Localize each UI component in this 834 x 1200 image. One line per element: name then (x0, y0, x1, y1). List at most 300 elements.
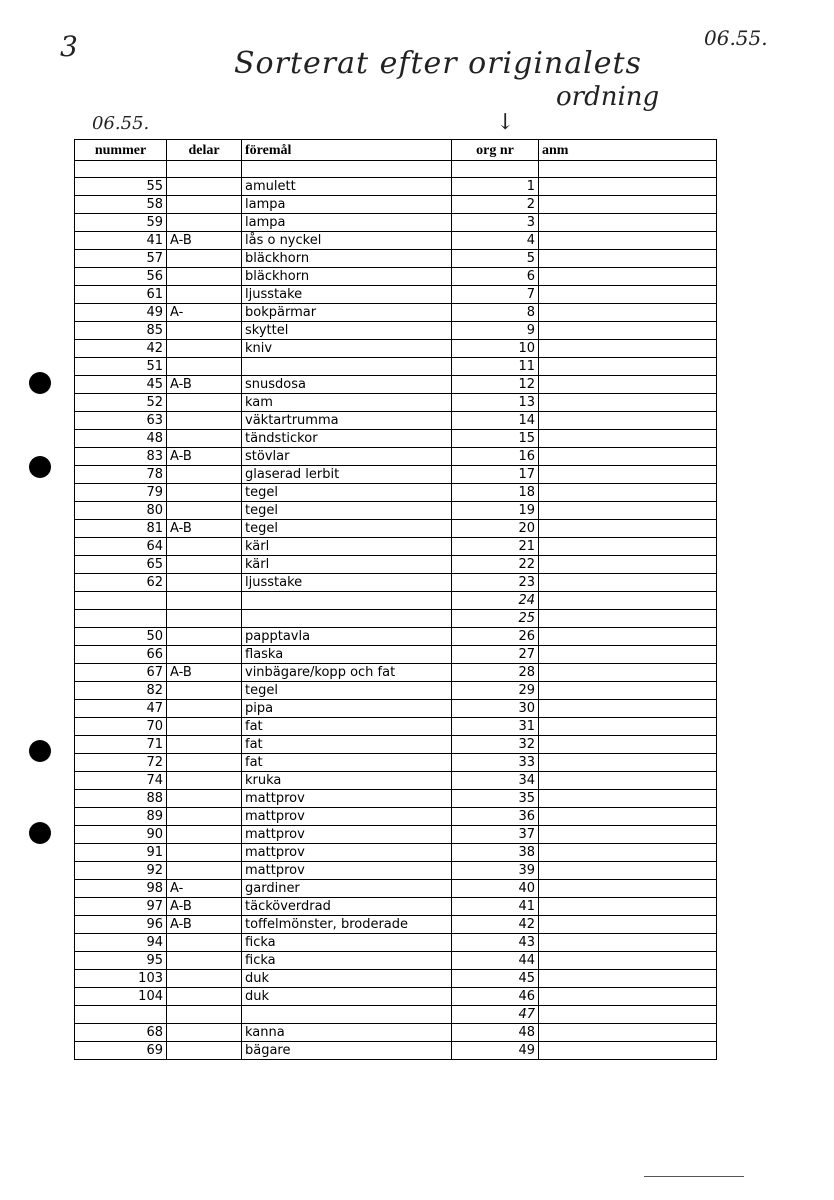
table-row (75, 340, 717, 358)
cell-org-nr: 39 (452, 862, 539, 880)
cell-foremal: stövlar (242, 448, 452, 466)
cell-anm (539, 610, 717, 628)
cell-nummer: 96 (75, 916, 167, 934)
table-row (75, 430, 717, 448)
cell-anm (539, 304, 717, 322)
cell-delar (167, 178, 242, 196)
cell-nummer: 89 (75, 808, 167, 826)
cell-foremal: fat (242, 736, 452, 754)
cell-foremal: kärl (242, 538, 452, 556)
cell-foremal: tegel (242, 682, 452, 700)
table-row (75, 304, 717, 322)
table-row (75, 790, 717, 808)
handwritten-page-number: 3 (60, 30, 78, 63)
cell-anm (539, 718, 717, 736)
cell-anm (539, 574, 717, 592)
cell-nummer: 42 (75, 340, 167, 358)
cell-nummer: 49 (75, 304, 167, 322)
cell-foremal: mattprov (242, 844, 452, 862)
cell-foremal: mattprov (242, 862, 452, 880)
cell-delar (167, 970, 242, 988)
cell-anm (539, 844, 717, 862)
cell-delar (167, 340, 242, 358)
cell-org-nr: 9 (452, 322, 539, 340)
cell-delar: A- (167, 880, 242, 898)
table-row (75, 1042, 717, 1060)
cell-foremal: gardiner (242, 880, 452, 898)
cell-delar (167, 574, 242, 592)
table-row (75, 844, 717, 862)
table-row (75, 646, 717, 664)
cell-delar (167, 844, 242, 862)
cell-nummer: 65 (75, 556, 167, 574)
header-delar: delar (167, 140, 242, 161)
cell-nummer: 48 (75, 430, 167, 448)
cell-foremal: tegel (242, 484, 452, 502)
cell-delar (167, 754, 242, 772)
cell-nummer (75, 161, 167, 178)
cell-delar (167, 538, 242, 556)
cell-foremal: kruka (242, 772, 452, 790)
cell-nummer: 104 (75, 988, 167, 1006)
cell-nummer: 55 (75, 178, 167, 196)
table-row (75, 214, 717, 232)
cell-delar (167, 196, 242, 214)
cell-nummer: 90 (75, 826, 167, 844)
cell-org-nr: 47 (452, 1006, 539, 1024)
cell-delar (167, 808, 242, 826)
cell-delar (167, 826, 242, 844)
table-row (75, 358, 717, 376)
cell-anm (539, 1042, 717, 1060)
cell-org-nr: 44 (452, 952, 539, 970)
cell-anm (539, 862, 717, 880)
cell-foremal: kniv (242, 340, 452, 358)
cell-anm (539, 934, 717, 952)
cell-org-nr: 14 (452, 412, 539, 430)
cell-foremal: kanna (242, 1024, 452, 1042)
cell-anm (539, 664, 717, 682)
cell-foremal: glaserad lerbit (242, 466, 452, 484)
cell-anm (539, 232, 717, 250)
cell-anm (539, 520, 717, 538)
cell-org-nr (452, 161, 539, 178)
down-arrow-icon: ↓ (496, 110, 515, 135)
table-row (75, 736, 717, 754)
cell-delar (167, 1006, 242, 1024)
table-row (75, 610, 717, 628)
cell-nummer (75, 610, 167, 628)
cell-nummer: 80 (75, 502, 167, 520)
table-row (75, 682, 717, 700)
cell-org-nr: 4 (452, 232, 539, 250)
cell-nummer: 78 (75, 466, 167, 484)
cell-anm (539, 682, 717, 700)
cell-org-nr: 38 (452, 844, 539, 862)
cell-delar (167, 286, 242, 304)
table-row (75, 826, 717, 844)
cell-nummer: 50 (75, 628, 167, 646)
cell-anm (539, 754, 717, 772)
cell-delar: A-B (167, 232, 242, 250)
table-row (75, 970, 717, 988)
table-row (75, 538, 717, 556)
cell-anm (539, 628, 717, 646)
cell-org-nr: 21 (452, 538, 539, 556)
cell-anm (539, 538, 717, 556)
cell-org-nr: 20 (452, 520, 539, 538)
table-row (75, 232, 717, 250)
cell-org-nr: 19 (452, 502, 539, 520)
cell-org-nr: 45 (452, 970, 539, 988)
cell-org-nr: 27 (452, 646, 539, 664)
cell-nummer: 69 (75, 1042, 167, 1060)
cell-delar (167, 556, 242, 574)
cell-foremal: tändstickor (242, 430, 452, 448)
table-row (75, 718, 717, 736)
table-row (75, 754, 717, 772)
cell-foremal: bokpärmar (242, 304, 452, 322)
cell-org-nr: 32 (452, 736, 539, 754)
table-row (75, 862, 717, 880)
cell-nummer: 63 (75, 412, 167, 430)
cell-anm (539, 448, 717, 466)
cell-foremal: papptavla (242, 628, 452, 646)
cell-foremal: lampa (242, 196, 452, 214)
cell-delar (167, 682, 242, 700)
handwritten-date-left: 06.55. (92, 113, 150, 134)
cell-delar (167, 250, 242, 268)
cell-org-nr: 37 (452, 826, 539, 844)
punch-hole-icon (29, 822, 51, 844)
cell-delar (167, 772, 242, 790)
table-row (75, 808, 717, 826)
cell-anm (539, 880, 717, 898)
cell-delar: A-B (167, 520, 242, 538)
cell-foremal: duk (242, 970, 452, 988)
cell-foremal: ficka (242, 934, 452, 952)
cell-org-nr: 35 (452, 790, 539, 808)
cell-foremal: bläckhorn (242, 250, 452, 268)
cell-foremal: skyttel (242, 322, 452, 340)
cell-org-nr: 41 (452, 898, 539, 916)
cell-delar (167, 700, 242, 718)
cell-anm (539, 250, 717, 268)
table-row (75, 250, 717, 268)
cell-anm (539, 376, 717, 394)
cell-delar (167, 862, 242, 880)
table-row (75, 916, 717, 934)
cell-org-nr: 42 (452, 916, 539, 934)
cell-foremal (242, 610, 452, 628)
cell-anm (539, 412, 717, 430)
handwritten-title-line2: ordning (556, 82, 660, 112)
cell-delar (167, 161, 242, 178)
table-row (75, 880, 717, 898)
cell-nummer: 72 (75, 754, 167, 772)
cell-nummer: 83 (75, 448, 167, 466)
cell-nummer: 61 (75, 286, 167, 304)
table-row (75, 592, 717, 610)
cell-org-nr: 13 (452, 394, 539, 412)
table-row (75, 772, 717, 790)
table-row (75, 700, 717, 718)
cell-nummer: 52 (75, 394, 167, 412)
cell-org-nr: 30 (452, 700, 539, 718)
cell-org-nr: 17 (452, 466, 539, 484)
cell-anm (539, 322, 717, 340)
cell-delar (167, 484, 242, 502)
header-foremal: föremål (242, 140, 452, 161)
cell-foremal: snusdosa (242, 376, 452, 394)
cell-foremal: amulett (242, 178, 452, 196)
cell-foremal: flaska (242, 646, 452, 664)
cell-delar (167, 466, 242, 484)
cell-delar: A-B (167, 898, 242, 916)
cell-org-nr: 26 (452, 628, 539, 646)
table-row (75, 286, 717, 304)
cell-org-nr: 16 (452, 448, 539, 466)
cell-org-nr: 18 (452, 484, 539, 502)
cell-delar (167, 430, 242, 448)
cell-delar (167, 790, 242, 808)
cell-nummer: 57 (75, 250, 167, 268)
punch-hole-icon (29, 740, 51, 762)
cell-delar (167, 628, 242, 646)
cell-foremal (242, 592, 452, 610)
table-row (75, 196, 717, 214)
cell-org-nr: 10 (452, 340, 539, 358)
cell-delar: A-B (167, 448, 242, 466)
cell-anm (539, 646, 717, 664)
header-nummer: nummer (75, 140, 167, 161)
table-row (75, 1024, 717, 1042)
cell-foremal: ljusstake (242, 286, 452, 304)
table-row (75, 664, 717, 682)
cell-nummer: 41 (75, 232, 167, 250)
cell-anm (539, 952, 717, 970)
cell-nummer: 94 (75, 934, 167, 952)
table-row (75, 484, 717, 502)
cell-anm (539, 340, 717, 358)
cell-anm (539, 970, 717, 988)
cell-org-nr: 22 (452, 556, 539, 574)
cell-foremal (242, 161, 452, 178)
cell-anm (539, 466, 717, 484)
cell-foremal: bläckhorn (242, 268, 452, 286)
table-row (75, 448, 717, 466)
table-row (75, 502, 717, 520)
cell-anm (539, 196, 717, 214)
cell-delar (167, 268, 242, 286)
cell-nummer: 81 (75, 520, 167, 538)
cell-org-nr: 11 (452, 358, 539, 376)
cell-nummer: 88 (75, 790, 167, 808)
table-row (75, 556, 717, 574)
cell-anm (539, 988, 717, 1006)
cell-org-nr: 46 (452, 988, 539, 1006)
cell-nummer: 98 (75, 880, 167, 898)
cell-foremal: fat (242, 754, 452, 772)
cell-anm (539, 808, 717, 826)
cell-nummer: 97 (75, 898, 167, 916)
cell-anm (539, 1024, 717, 1042)
cell-org-nr: 24 (452, 592, 539, 610)
cell-nummer (75, 592, 167, 610)
cell-nummer: 71 (75, 736, 167, 754)
cell-delar (167, 610, 242, 628)
cell-foremal: vinbägare/kopp och fat (242, 664, 452, 682)
cell-foremal (242, 1006, 452, 1024)
cell-org-nr: 49 (452, 1042, 539, 1060)
cell-anm (539, 178, 717, 196)
cell-foremal: lampa (242, 214, 452, 232)
cell-foremal: ficka (242, 952, 452, 970)
cell-anm (539, 484, 717, 502)
cell-foremal: täcköverdrad (242, 898, 452, 916)
cell-org-nr: 40 (452, 880, 539, 898)
cell-anm (539, 358, 717, 376)
cell-delar (167, 1024, 242, 1042)
cell-nummer: 64 (75, 538, 167, 556)
table-row (75, 178, 717, 196)
cell-foremal: tegel (242, 502, 452, 520)
table-row (75, 574, 717, 592)
cell-delar (167, 952, 242, 970)
cell-nummer: 74 (75, 772, 167, 790)
cell-foremal: mattprov (242, 808, 452, 826)
cell-org-nr: 29 (452, 682, 539, 700)
cell-org-nr: 31 (452, 718, 539, 736)
cell-nummer: 67 (75, 664, 167, 682)
cell-delar: A- (167, 304, 242, 322)
cell-delar: A-B (167, 916, 242, 934)
cell-nummer: 85 (75, 322, 167, 340)
cell-org-nr: 3 (452, 214, 539, 232)
cell-foremal: toffelmönster, broderade (242, 916, 452, 934)
cell-delar (167, 412, 242, 430)
handwritten-date-top: 06.55. (704, 26, 768, 50)
handwritten-title-line1: Sorterat efter originalets (234, 46, 642, 81)
cell-org-nr: 12 (452, 376, 539, 394)
table-row (75, 934, 717, 952)
cell-org-nr: 25 (452, 610, 539, 628)
table-row (75, 412, 717, 430)
cell-org-nr: 23 (452, 574, 539, 592)
cell-foremal: väktartrumma (242, 412, 452, 430)
table-row (75, 1006, 717, 1024)
cell-org-nr: 1 (452, 178, 539, 196)
cell-anm (539, 592, 717, 610)
table-row (75, 268, 717, 286)
cell-delar (167, 214, 242, 232)
cell-nummer: 79 (75, 484, 167, 502)
table-row (75, 466, 717, 484)
cell-nummer (75, 1006, 167, 1024)
cell-foremal: kam (242, 394, 452, 412)
punch-hole-icon (29, 456, 51, 478)
cell-org-nr: 15 (452, 430, 539, 448)
cell-org-nr: 8 (452, 304, 539, 322)
header-anm: anm (539, 140, 717, 161)
cell-anm (539, 1006, 717, 1024)
inventory-table (74, 139, 717, 1060)
cell-delar: A-B (167, 376, 242, 394)
cell-delar (167, 718, 242, 736)
scan-line (644, 1176, 744, 1177)
cell-nummer: 70 (75, 718, 167, 736)
cell-anm (539, 736, 717, 754)
table-row (75, 394, 717, 412)
cell-org-nr: 7 (452, 286, 539, 304)
cell-org-nr: 43 (452, 934, 539, 952)
cell-anm (539, 394, 717, 412)
cell-foremal: ljusstake (242, 574, 452, 592)
cell-anm (539, 772, 717, 790)
cell-foremal: pipa (242, 700, 452, 718)
cell-anm (539, 286, 717, 304)
cell-delar (167, 736, 242, 754)
cell-org-nr: 28 (452, 664, 539, 682)
cell-anm (539, 898, 717, 916)
punch-hole-icon (29, 372, 51, 394)
cell-org-nr: 36 (452, 808, 539, 826)
cell-delar (167, 1042, 242, 1060)
cell-anm (539, 502, 717, 520)
cell-anm (539, 916, 717, 934)
cell-anm (539, 826, 717, 844)
cell-anm (539, 700, 717, 718)
cell-org-nr: 5 (452, 250, 539, 268)
cell-delar (167, 322, 242, 340)
cell-nummer: 47 (75, 700, 167, 718)
cell-delar (167, 934, 242, 952)
cell-foremal: mattprov (242, 826, 452, 844)
cell-nummer: 103 (75, 970, 167, 988)
header-org-nr: org nr (452, 140, 539, 161)
cell-delar (167, 358, 242, 376)
cell-foremal: duk (242, 988, 452, 1006)
cell-nummer: 58 (75, 196, 167, 214)
cell-foremal (242, 358, 452, 376)
table-row (75, 520, 717, 538)
cell-delar (167, 988, 242, 1006)
cell-foremal: mattprov (242, 790, 452, 808)
cell-nummer: 95 (75, 952, 167, 970)
cell-nummer: 91 (75, 844, 167, 862)
cell-delar (167, 646, 242, 664)
cell-delar (167, 394, 242, 412)
cell-anm (539, 161, 717, 178)
cell-anm (539, 430, 717, 448)
table-row (75, 322, 717, 340)
cell-org-nr: 33 (452, 754, 539, 772)
cell-nummer: 68 (75, 1024, 167, 1042)
table-row (75, 952, 717, 970)
cell-anm (539, 268, 717, 286)
cell-nummer: 82 (75, 682, 167, 700)
cell-delar (167, 502, 242, 520)
table-row (75, 988, 717, 1006)
cell-anm (539, 556, 717, 574)
cell-foremal: kärl (242, 556, 452, 574)
table-row (75, 376, 717, 394)
table-row (75, 898, 717, 916)
cell-nummer: 62 (75, 574, 167, 592)
cell-nummer: 59 (75, 214, 167, 232)
cell-org-nr: 48 (452, 1024, 539, 1042)
table-row (75, 161, 717, 178)
